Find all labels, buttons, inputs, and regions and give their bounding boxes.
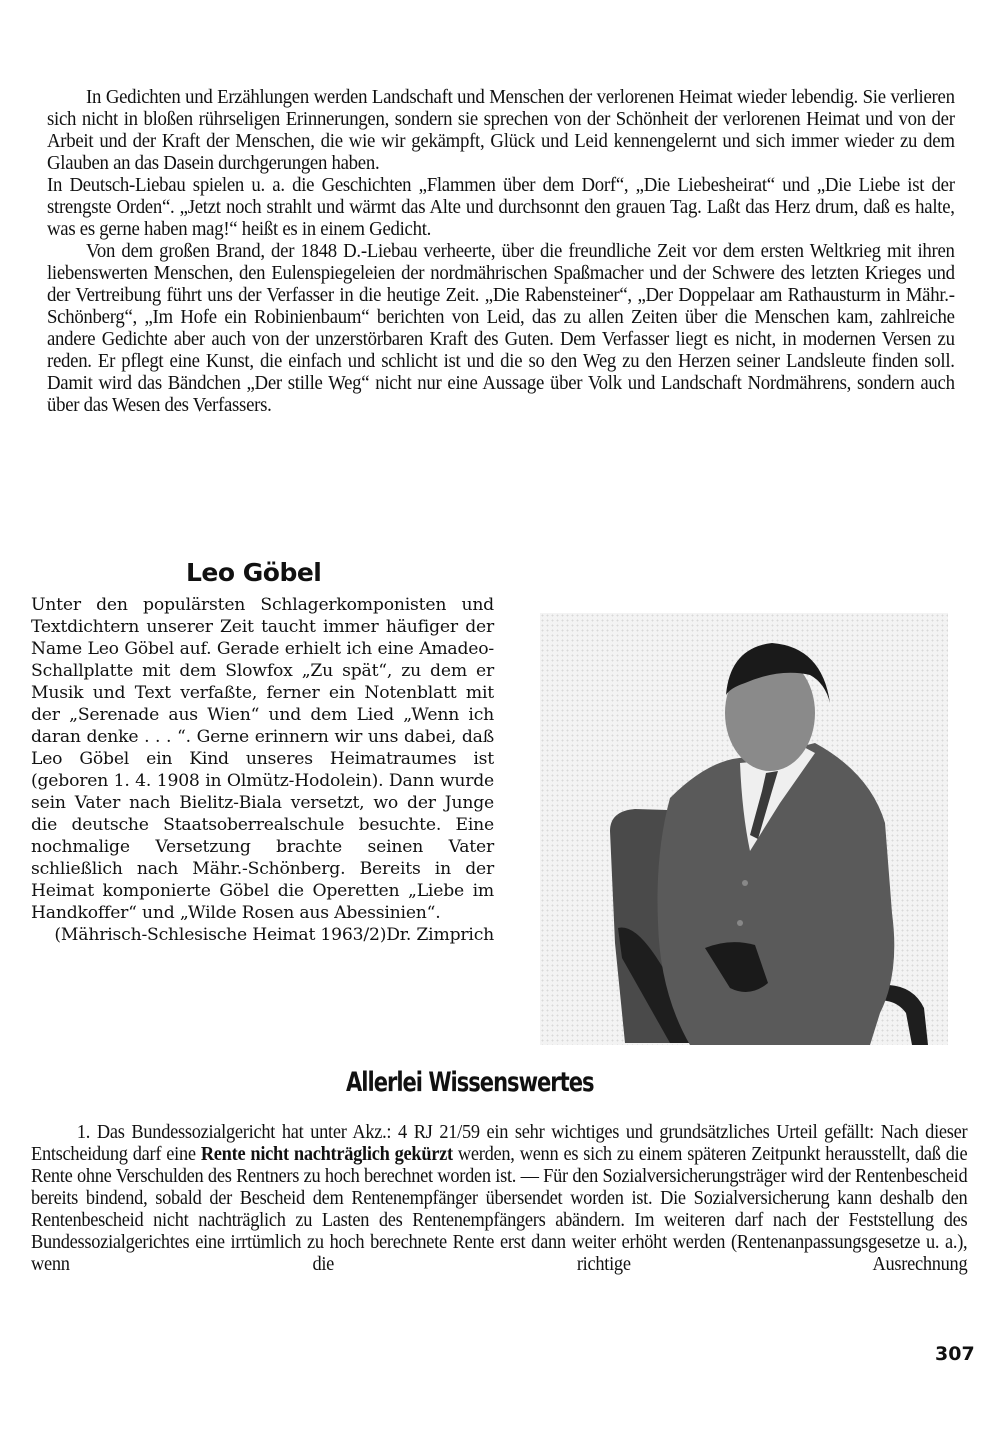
goebel-article-paragraph: Unter den populärsten Schlagerkomponisten und Textdichtern unserer Zeit taucht immer häufiger der Name Leo Göbel auf. Gerade erhielt ich eine Amadeo-Schallplatte mit dem Slowfox „Zu spät“, zu dem er Musik und Text verfaßte, ferner ein Notenblatt mit der „Serenade aus Wien“ und dem Lied „Wenn ich daran denke . . . “. Gerne erinnern wir uns dabei, daß Leo Göbel ein Kind unseres Heimatraumes ist (geboren 1. 4. 1908 in Olmütz-Hodolein). Dann wurde sein Vater nach Bielitz-Biala versetzt, wo der Junge die deutsche Staatsoberrealschule besuchte. Eine nochmalige Versetzung brachte seinen Vater schließlich nach Mähr.-Schönberg. Bereits in der Heimat komponierte Göbel die Operetten „Liebe im Handkoffer“ und „Wilde Rosen aus Abessinien“.	[31, 595, 494, 923]
intro-text-block	[47, 86, 955, 416]
item-1-text-a: 1. Das Bundessozialgericht hat unter Akz.: 4 RJ 21/59 ein sehr wichtiges und grundsätzliches Urteil gefällt: Nach dieser Entscheidung darf eine	[31, 1121, 968, 1165]
section-item-1	[31, 1121, 967, 1275]
goebel-article-author: Dr. Zimprich	[386, 925, 494, 945]
goebel-article-source: (Mährisch-Schlesische Heimat 1963/2)	[54, 925, 387, 945]
section-body	[31, 1121, 967, 1275]
page-number: 307	[935, 1343, 975, 1365]
portrait-photo-image	[540, 613, 948, 1045]
intro-paragraph-2: In Deutsch-Liebau spielen u. a. die Geschichten „Flammen über dem Dorf“, „Die Liebesheirat“ und „Die Liebe ist der strengste Orden“. „Jetzt noch strahlt und wärmt das Alte und durchsonnt den grauen Tag. Laßt das Herz drum, daß es halte, was es gerne haben mag!“ heißt es in einem Gedicht.	[47, 174, 955, 240]
item-1-text-b: werden, wenn es sich zu einem späteren Zeitpunkt herausstellt, daß die Rente ohne Verschulden des Rentners zu hoch berechnet worden ist. — Für den Sozialversicherungsträger wird der Rentenbescheid bereits bindend, sobald der Bescheid dem Rentenempfänger übersendet worden ist. Die Sozialversicherung kann deshalb den Rentenbescheid nicht nachträglich zu Lasten des Rentenempfängers abändern. Im weiteren darf nach der Feststellung des Bundessozialgerichtes eine irrtümlich zu hoch berechnete Rente erst dann weiter erhöht werden (Rentenanpassungsgesetze u. a.), wenn die richtige Ausrechnung	[31, 1143, 968, 1275]
item-1-bold-text: Rente nicht nachträglich gekürzt	[200, 1143, 453, 1165]
goebel-article-body	[31, 594, 494, 946]
intro-paragraph-3: Von dem großen Brand, der 1848 D.-Liebau verheerte, über die freundliche Zeit vor dem ersten Weltkrieg mit ihren liebenswerten Menschen, den Eulenspiegeleien der nordmährischen Spaßmacher und der Schwere des letzten Krieges und der Vertreibung führt uns der Verfasser in die heutige Zeit. „Die Rabensteiner“, „Der Doppelaar am Rathausturm in Mähr.-Schönberg“, „Im Hofe ein Robinienbaum“ berichten von Leid, das zu allen Zeiten über die Menschen kam, zahlreiche andere Gedichte aber auch von der unzerstörbaren Kraft des Guten. Dem Verfasser liegt es nicht, in modernen Versen zu reden. Er pflegt eine Kunst, die einfach und schlicht ist und die so den Weg zu den Herzen seiner Landsleute finden soll. Damit wird das Bändchen „Der stille Weg“ nicht nur eine Aussage über Volk und Landschaft Nordmährens, sondern auch über das Wesen des Verfassers.	[47, 240, 955, 416]
section-title: Allerlei Wissenswertes	[346, 1067, 594, 1098]
goebel-article-title: Leo Göbel	[186, 558, 322, 587]
portrait-photo	[540, 613, 948, 1045]
intro-paragraph-1: In Gedichten und Erzählungen werden Landschaft und Menschen der verlorenen Heimat wieder lebendig. Sie verlieren sich nicht in bloßen rührseligen Erinnerungen, sondern sie sprechen von der Schönheit der verlorenen Heimat und von der Arbeit und der Kraft der Menschen, die wie wir gekämpft, Glück und Leid kennengelernt und sich immer wieder zu dem Glauben an das Dasein durchgerungen haben.	[47, 86, 955, 174]
